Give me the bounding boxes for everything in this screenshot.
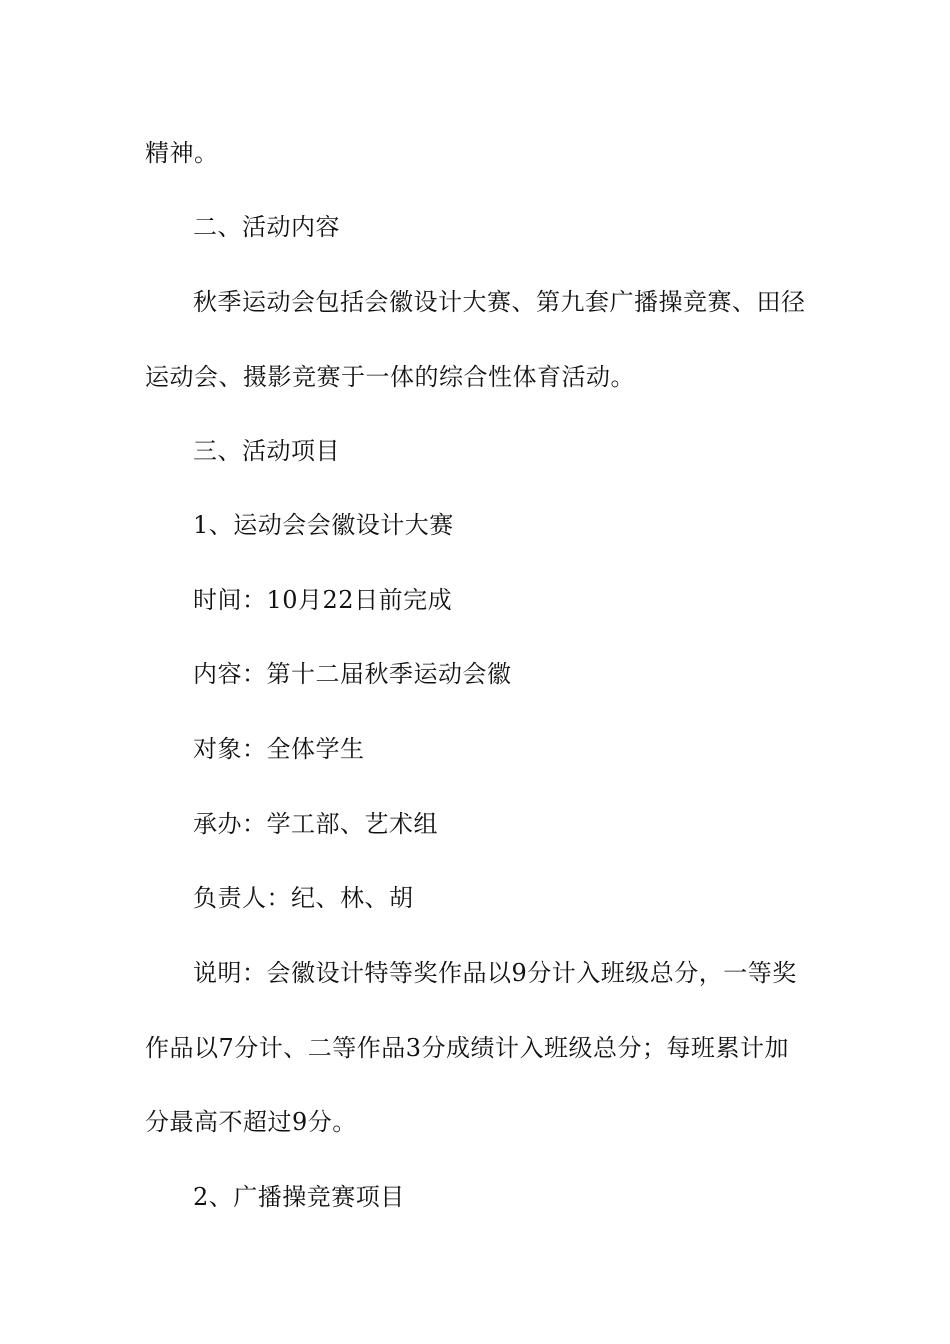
paragraph-line: 运动会、摄影竞赛于一体的综合性体育活动。 xyxy=(145,363,635,391)
item-heading-emblem-contest: 1、运动会会徽设计大赛 xyxy=(193,511,454,539)
detail-content: 内容：第十二届秋季运动会徽 xyxy=(193,660,512,688)
detail-note-continued: 作品以7分计、二等作品3分成绩计入班级总分；每班累计加 xyxy=(145,1034,790,1062)
detail-person-in-charge: 负责人：纪、林、胡 xyxy=(193,884,414,912)
detail-note: 说明：会徽设计特等奖作品以9分计入班级总分，一等奖 xyxy=(193,959,797,987)
detail-target: 对象：全体学生 xyxy=(193,735,365,763)
section-heading-activity-items: 三、活动项目 xyxy=(193,437,340,465)
paragraph-line: 秋季运动会包括会徽设计大赛、第九套广播操竞赛、田径 xyxy=(193,288,806,316)
detail-organizer: 承办：学工部、艺术组 xyxy=(193,810,438,838)
section-heading-activity-content: 二、活动内容 xyxy=(193,213,340,241)
detail-time: 时间：10月22日前完成 xyxy=(193,586,453,614)
paragraph-continuation-line: 精神。 xyxy=(145,139,219,167)
detail-note-continued: 分最高不超过9分。 xyxy=(145,1108,357,1136)
item-heading-broadcast-exercise: 2、广播操竞赛项目 xyxy=(193,1183,405,1211)
